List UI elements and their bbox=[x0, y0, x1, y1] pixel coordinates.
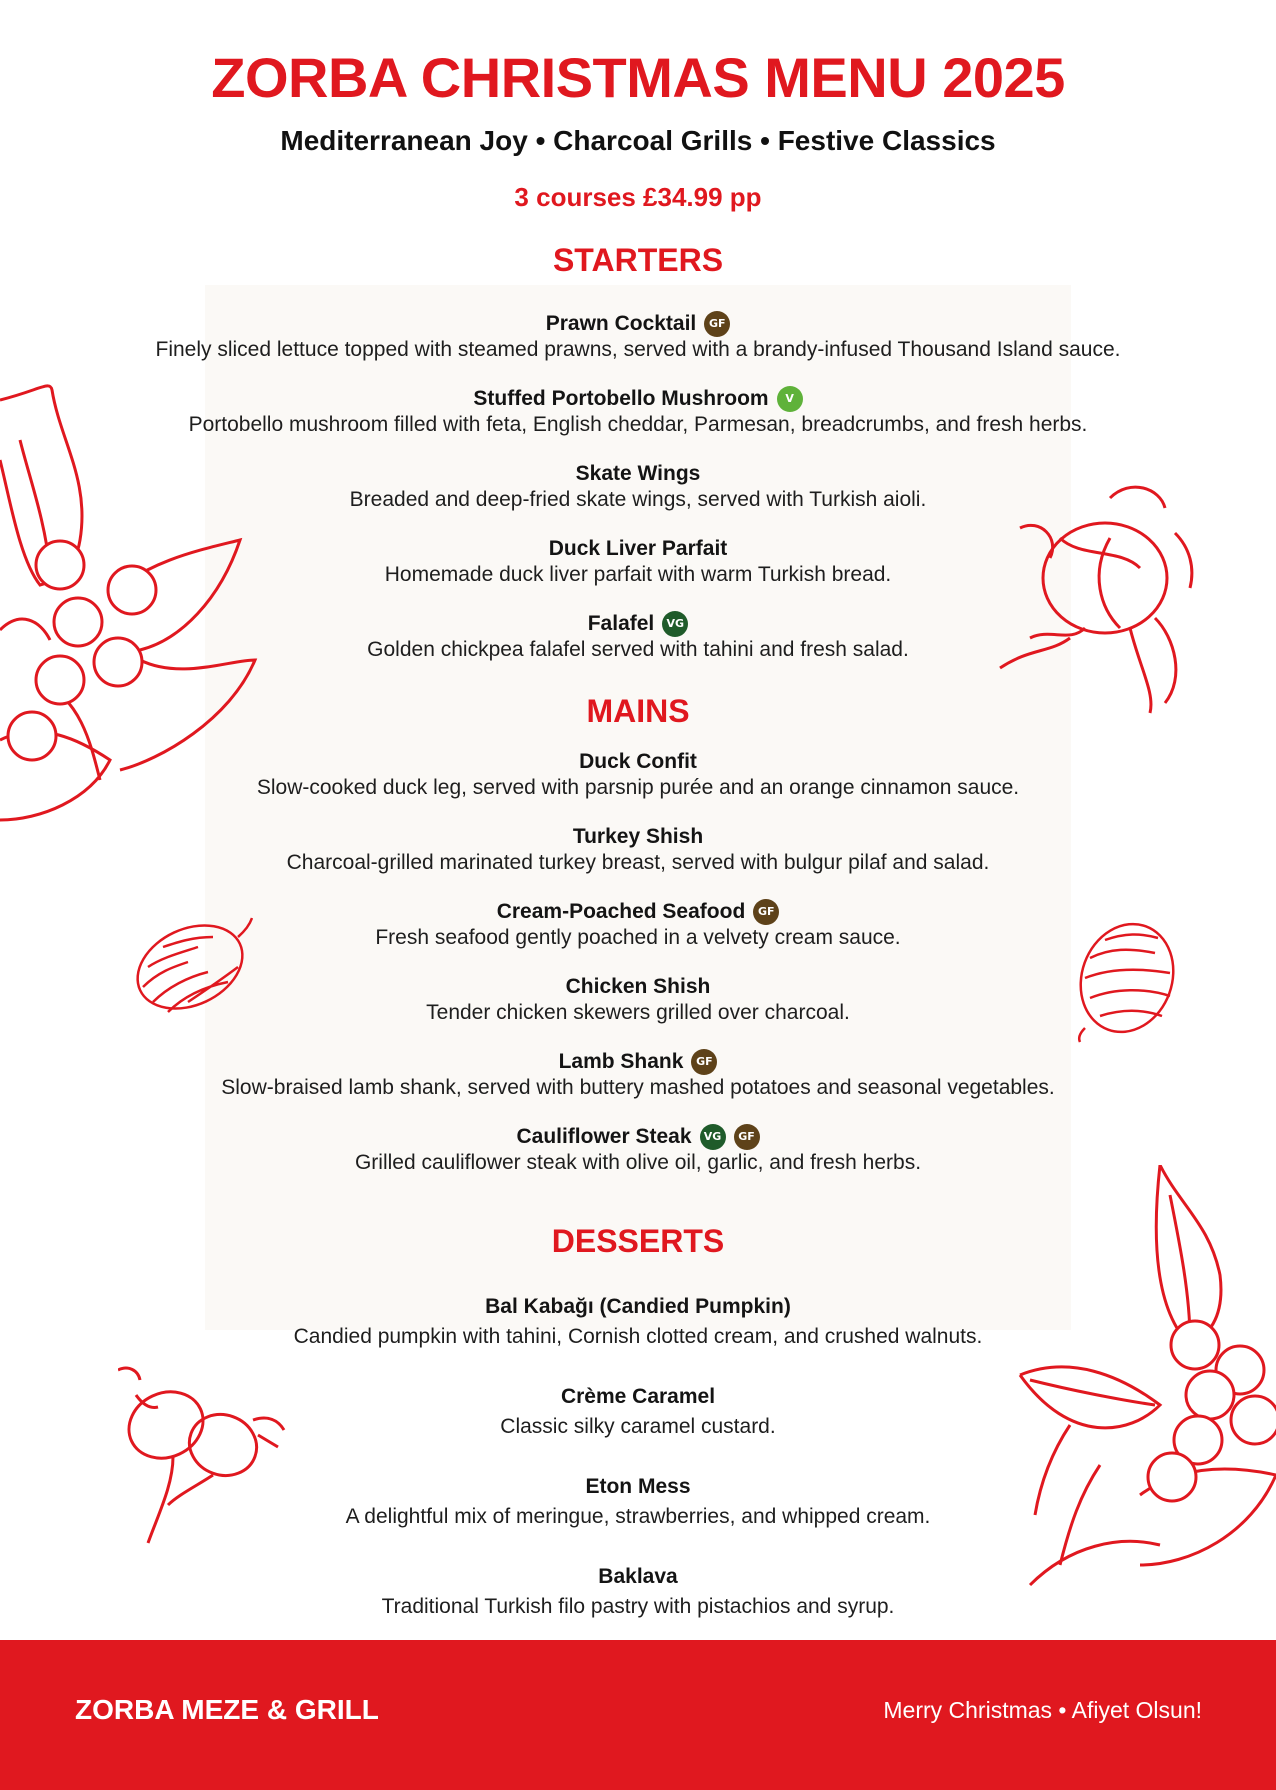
menu-item-description: Classic silky caramel custard. bbox=[500, 1415, 776, 1438]
footer-restaurant-name: ZORBA MEZE & GRILL bbox=[75, 1694, 379, 1725]
menu-item-name: Falafel bbox=[587, 612, 655, 635]
menu-item-name: Eton Mess bbox=[585, 1475, 691, 1498]
menu-item-name: Stuffed Portobello Mushroom bbox=[473, 387, 769, 410]
menu-item-description: Grilled cauliflower steak with olive oil, garlic, and fresh herbs. bbox=[354, 1151, 922, 1174]
menu-price: 3 courses £34.99 pp bbox=[514, 182, 762, 212]
menu-item-description: Golden chickpea falafel served with tahini and fresh salad. bbox=[367, 638, 909, 661]
section-title-starters: STARTERS bbox=[552, 242, 724, 278]
menu-item-skate-wings bbox=[40, 461, 1236, 513]
menu-item-eton-mess bbox=[40, 1474, 1236, 1530]
menu-item-description: Traditional Turkish filo pastry with pistachios and syrup. bbox=[381, 1595, 895, 1618]
menu-item-creme-caramel bbox=[40, 1384, 1236, 1440]
vegetarian-badge: V bbox=[777, 386, 803, 412]
section-title-mains: MAINS bbox=[586, 693, 690, 729]
menu-item-prawn-cocktail bbox=[40, 311, 1236, 363]
menu-item-description: Portobello mushroom filled with feta, English cheddar, Parmesan, breadcrumbs, and fresh herbs. bbox=[188, 413, 1088, 436]
menu-item-name: Duck Liver Parfait bbox=[548, 537, 728, 560]
menu-item-name: Baklava bbox=[598, 1565, 678, 1588]
menu-item-name: Chicken Shish bbox=[565, 975, 711, 998]
gluten-free-badge: GF bbox=[753, 899, 779, 925]
menu-item-chicken-shish bbox=[40, 974, 1236, 1026]
gluten-free-badge: GF bbox=[734, 1124, 760, 1150]
menu-item-description: Homemade duck liver parfait with warm Turkish bread. bbox=[384, 563, 892, 586]
menu-item-baklava bbox=[40, 1564, 1236, 1620]
section-title-desserts: DESSERTS bbox=[551, 1223, 725, 1259]
menu-item-cream-poached-seafood bbox=[40, 899, 1236, 951]
menu-tagline: Mediterranean Joy • Charcoal Grills • Festive Classics bbox=[280, 125, 996, 156]
menu-item-name: Skate Wings bbox=[575, 462, 701, 485]
menu-item-description: Slow-cooked duck leg, served with parsnip purée and an orange cinnamon sauce. bbox=[256, 776, 1020, 799]
menu-item-turkey-shish bbox=[40, 824, 1236, 876]
menu-item-name: Bal Kabağı (Candied Pumpkin) bbox=[485, 1295, 791, 1318]
menu-item-description: A delightful mix of meringue, strawberries, and whipped cream. bbox=[345, 1505, 931, 1528]
vegan-badge: VG bbox=[700, 1124, 726, 1150]
gluten-free-badge: GF bbox=[704, 311, 730, 337]
menu-item-cauliflower-steak bbox=[40, 1124, 1236, 1176]
menu-title: ZORBA CHRISTMAS MENU 2025 bbox=[211, 46, 1065, 109]
gluten-free-badge: GF bbox=[691, 1049, 717, 1075]
rosehip-right-illustration bbox=[990, 478, 1205, 723]
menu-item-description: Fresh seafood gently poached in a velvety cream sauce. bbox=[375, 926, 901, 949]
menu-item-lamb-shank bbox=[40, 1049, 1236, 1101]
menu-item-description: Charcoal-grilled marinated turkey breast, served with bulgur pilaf and salad. bbox=[286, 851, 990, 874]
menu-item-description: Breaded and deep-fried skate wings, served with Turkish aioli. bbox=[349, 488, 927, 511]
menu-item-description: Tender chicken skewers grilled over charcoal. bbox=[426, 1001, 850, 1024]
menu-item-falafel bbox=[40, 611, 1236, 663]
menu-item-name: Turkey Shish bbox=[572, 825, 704, 848]
menu-item-duck-liver-parfait bbox=[40, 536, 1236, 588]
menu-item-description: Candied pumpkin with tahini, Cornish clotted cream, and crushed walnuts. bbox=[293, 1325, 983, 1348]
menu-item-name: Prawn Cocktail bbox=[545, 312, 697, 335]
menu-item-name: Crème Caramel bbox=[560, 1385, 716, 1408]
menu-item-name: Duck Confit bbox=[579, 750, 697, 773]
menu-item-description: Finely sliced lettuce topped with steamed prawns, served with a brandy-infused Thousand Island sauce. bbox=[155, 338, 1121, 361]
footer-bar bbox=[0, 1640, 1276, 1790]
menu-item-name: Lamb Shank bbox=[558, 1050, 684, 1073]
vegan-badge: VG bbox=[662, 611, 688, 637]
menu-item-duck-confit bbox=[40, 749, 1236, 801]
menu-item-name: Cauliflower Steak bbox=[516, 1125, 692, 1148]
menu-item-name: Cream-Poached Seafood bbox=[496, 900, 746, 923]
footer-greeting: Merry Christmas • Afiyet Olsun! bbox=[883, 1697, 1202, 1723]
menu-item-description: Slow-braised lamb shank, served with buttery mashed potatoes and seasonal vegetables. bbox=[221, 1076, 1055, 1099]
menu-item-stuffed-portobello-mushroom bbox=[40, 386, 1236, 438]
menu-item-bal-kabagi bbox=[40, 1294, 1236, 1350]
